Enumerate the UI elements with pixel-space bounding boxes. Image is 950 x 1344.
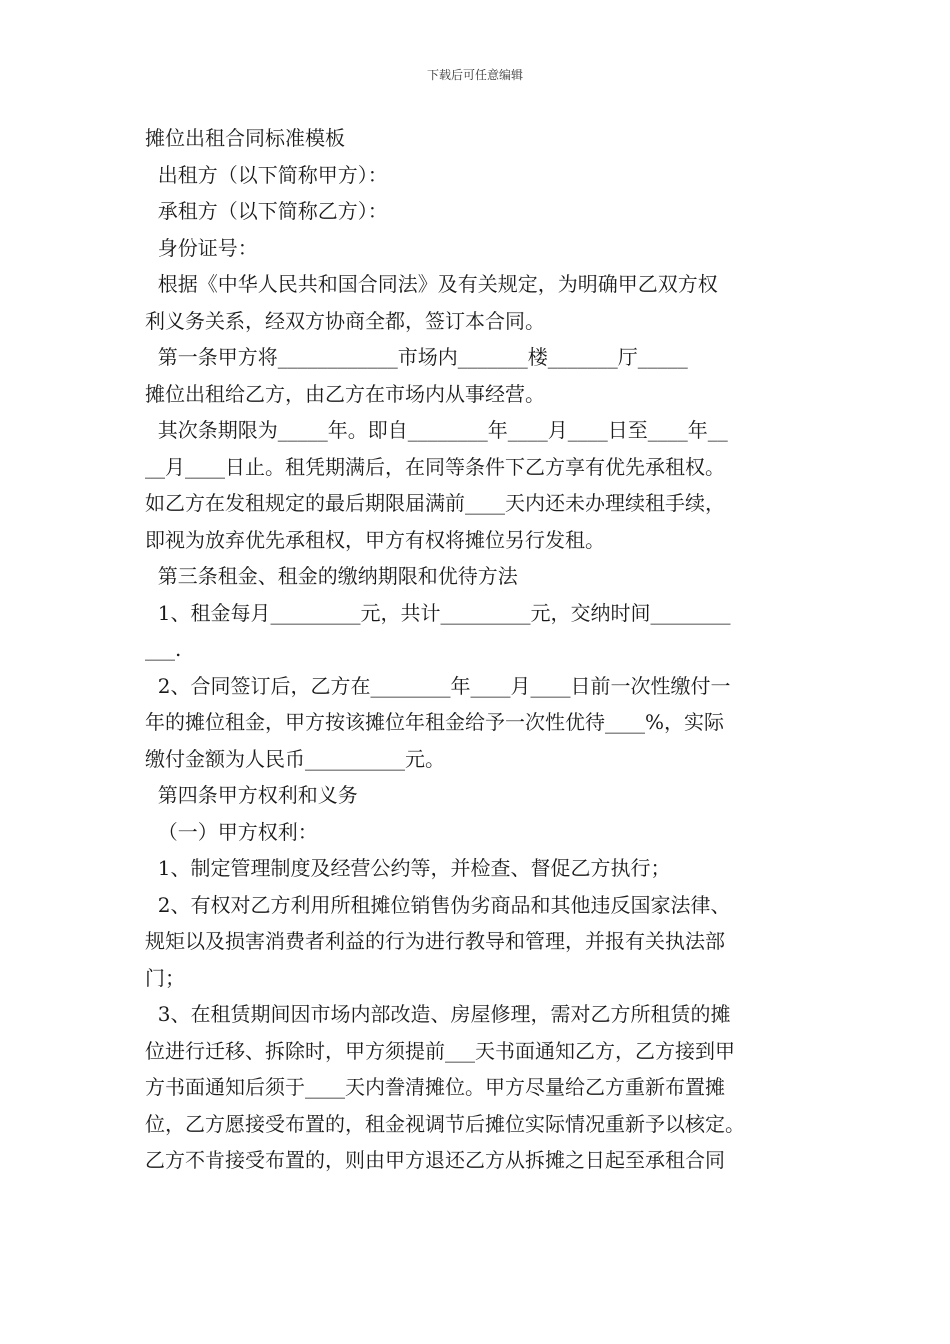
text-line: 规矩以及损害消费者利益的行为进行教导和管理，并报有关执法部 bbox=[145, 929, 725, 953]
text-line: 承租方（以下简称乙方）： bbox=[145, 199, 388, 223]
text-line: 出租方（以下简称甲方）： bbox=[145, 162, 388, 187]
page-header: 下载后可任意编辑 bbox=[426, 68, 523, 82]
text-line: 1、制定管理制度及经营公约等，并检查、督促乙方执行； bbox=[145, 856, 671, 880]
text-line: 2、有权对乙方利用所租摊位销售伪劣商品和其他违反国家法律、 bbox=[145, 892, 731, 917]
text-line: 第三条租金、租金的缴纳期限和优待方法 bbox=[145, 564, 518, 588]
document-body bbox=[145, 120, 810, 1179]
text-line: 缴付金额为人民币__________元。 bbox=[145, 746, 445, 771]
document-title: 摊位出租合同标准模板 bbox=[145, 126, 345, 150]
text-line: 第四条甲方权利和义务 bbox=[145, 783, 358, 807]
text-line: 位，乙方愿接受布置的，租金视调节后摊位实际情况重新予以核定。 bbox=[145, 1111, 745, 1136]
text-line: 1、租金每月_________元，共计_________元，交纳时间________ bbox=[145, 600, 731, 625]
text-line: 根据《中华人民共和国合同法》及有关规定，为明确甲乙双方权 bbox=[145, 272, 718, 296]
text-line: （一）甲方权利： bbox=[145, 819, 318, 844]
text-line: 3、在租赁期间因市场内部改造、房屋修理，需对乙方所租赁的摊 bbox=[145, 1002, 731, 1026]
text-line: __月____日止。租凭期满后，在同等条件下乙方享有优先承租权。 bbox=[145, 454, 725, 479]
text-line: 身份证号： bbox=[145, 235, 258, 260]
text-line: 2、合同签订后，乙方在________年____月____日前一次性缴付一 bbox=[145, 673, 731, 698]
text-line: 位进行迁移、拆除时，甲方须提前___天书面通知乙方，乙方接到甲 bbox=[145, 1038, 735, 1063]
text-line: 乙方不肯接受布置的，则由甲方退还乙方从拆摊之日起至承租合同 bbox=[145, 1148, 725, 1172]
text-line: 摊位出租给乙方，由乙方在市场内从事经营。 bbox=[145, 381, 545, 406]
text-line: 门； bbox=[145, 965, 185, 990]
text-line: 利义务关系，经双方协商全都，签订本合同。 bbox=[145, 308, 545, 333]
text-line: 年的摊位租金，甲方按该摊位年租金给予一次性优待____%，实际 bbox=[145, 710, 725, 734]
text-line: ___. bbox=[145, 637, 182, 661]
text-line: 如乙方在发租规定的最后期限届满前____天内还未办理续租手续， bbox=[145, 491, 725, 515]
text-line: 第一条甲方将____________市场内_______楼_______厅_____ bbox=[145, 345, 688, 369]
text-line: 方书面通知后须于____天内誊清摊位。甲方尽量给乙方重新布置摊 bbox=[145, 1075, 725, 1099]
text-line: 其次条期限为_____年。即自________年____月____日至____年__ bbox=[145, 418, 728, 442]
document-lines bbox=[145, 157, 810, 1179]
text-line: 即视为放弃优先承租权，甲方有权将摊位另行发租。 bbox=[145, 527, 605, 552]
